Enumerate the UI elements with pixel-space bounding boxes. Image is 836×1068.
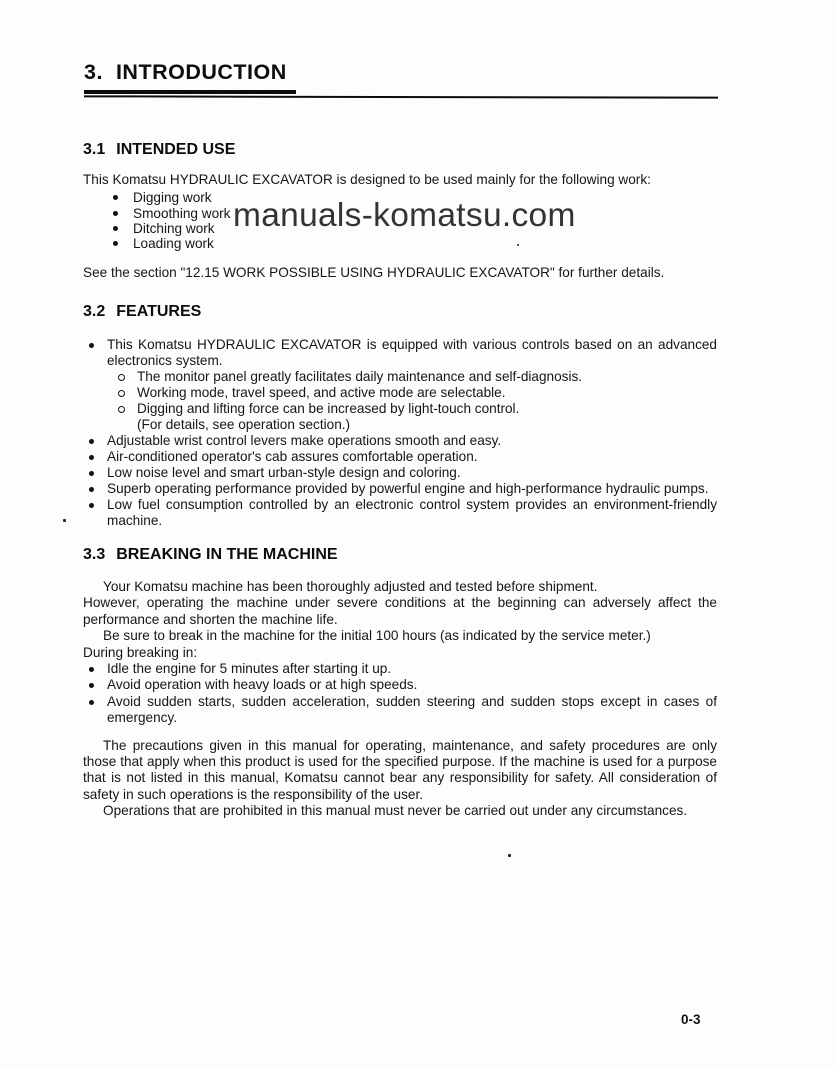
list-item-label: This Komatsu HYDRAULIC EXCAVATOR is equipped with various controls based on an advanced electronics system. — [107, 337, 717, 368]
sub-list-item — [107, 369, 717, 385]
circle-bullet-icon — [118, 390, 125, 397]
list-item — [83, 694, 717, 727]
list-item-label: Digging work — [133, 190, 212, 206]
section-heading — [83, 302, 717, 321]
paragraph: The precautions given in this manual for operating, maintenance, and safety procedures are only those that apply when this product is used for the specified purpose. If the machine is used for a purpose that is not listed in this manual, Komatsu cannot bear any responsibility for safety. All consideration of safety in such operations is the responsibility of the user. — [83, 737, 717, 802]
page-title — [84, 60, 287, 85]
paragraph: However, operating the machine under severe conditions at the beginning can adversely affect the performance and shorten the machine life. — [83, 595, 717, 627]
scan-speck — [508, 854, 511, 857]
list-item-label: Idle the engine for 5 minutes after starting it up. — [107, 661, 392, 677]
section-heading-label: INTENDED USE — [116, 141, 236, 158]
sub-list-item — [107, 385, 717, 401]
section-number: 3.1 — [83, 141, 106, 158]
list-item-label: Low fuel consumption controlled by an electronic control system provides an environment-friendly machine. — [107, 497, 717, 528]
list-item-label: Superb operating performance provided by powerful engine and high-performance hydraulic pumps. — [107, 481, 709, 496]
bullet-icon — [113, 241, 118, 246]
bullet-icon — [89, 667, 94, 672]
list-item-text — [107, 433, 717, 449]
section-number: 3.3 — [83, 546, 106, 563]
precautions-paragraphs — [83, 738, 717, 820]
section-intended-use — [83, 140, 717, 281]
list-item-text — [107, 337, 717, 433]
list-item-label: Avoid sudden starts, sudden acceleration, sudden steering and sudden stops except in cases of emergency. — [107, 693, 717, 726]
paragraph: During breaking in: — [83, 644, 198, 660]
circle-bullet-icon — [118, 406, 125, 413]
list-item — [83, 236, 717, 251]
watermark: manuals-komatsu.com — [233, 197, 576, 234]
section-heading-label: BREAKING IN THE MACHINE — [116, 546, 338, 563]
bullet-icon — [89, 700, 94, 705]
section-number: 3.2 — [83, 303, 106, 320]
sub-list-item — [107, 401, 717, 433]
breaking-in-list — [83, 661, 717, 727]
list-item — [83, 221, 717, 236]
list-item — [83, 190, 717, 205]
section-heading-label: FEATURES — [116, 303, 202, 320]
intro-paragraph: This Komatsu HYDRAULIC EXCAVATOR is designed to be used mainly for the following work: — [83, 172, 651, 187]
sub-list-item-note: (For details, see operation section.) — [137, 417, 351, 432]
list-item-label: Smoothing work — [133, 205, 231, 221]
sub-list-item-text — [137, 369, 582, 385]
section-breaking-in — [83, 545, 717, 820]
list-item-label: Low noise level and smart urban-style design and coloring. — [107, 465, 461, 480]
bullet-icon — [89, 683, 94, 688]
list-item — [83, 206, 717, 221]
list-item — [83, 337, 717, 433]
title-underline — [84, 90, 296, 94]
list-item-label: Loading work — [133, 236, 214, 252]
list-item-text — [107, 497, 717, 529]
bullet-icon — [89, 343, 94, 348]
list-item — [83, 677, 717, 693]
list-item — [83, 449, 717, 465]
bullet-icon — [89, 455, 94, 460]
intended-use-list — [83, 190, 717, 252]
bullet-icon — [113, 195, 118, 200]
title-rule — [84, 95, 718, 98]
scan-speck — [63, 519, 66, 522]
list-item — [83, 433, 717, 449]
list-item — [83, 497, 717, 529]
scan-speck — [517, 244, 519, 246]
page-number: 0-3 — [681, 1012, 701, 1027]
section-heading — [83, 545, 717, 564]
list-item — [83, 481, 717, 497]
sub-list-item-text — [137, 385, 506, 401]
bullet-icon — [89, 503, 94, 508]
sub-list-item-label: Working mode, travel speed, and active mode are selectable. — [137, 385, 506, 400]
list-item-label: Ditching work — [133, 221, 215, 237]
breaking-in-paragraphs — [83, 579, 717, 661]
paragraph: Your Komatsu machine has been thoroughly adjusted and tested before shipment. — [103, 579, 598, 594]
sub-list-item-text — [137, 401, 519, 433]
list-item-label: Air-conditioned operator's cab assures comfortable operation. — [107, 449, 478, 464]
page-title-number: 3. — [84, 60, 103, 84]
list-item-label: Adjustable wrist control levers make operations smooth and easy. — [107, 433, 502, 448]
features-list — [83, 337, 717, 529]
list-item — [83, 465, 717, 481]
page-title-label: INTRODUCTION — [115, 60, 287, 84]
features-sub-list — [107, 369, 717, 433]
paragraph: Be sure to break in the machine for the initial 100 hours (as indicated by the service meter.) — [103, 628, 651, 644]
bullet-icon — [113, 226, 118, 231]
circle-bullet-icon — [118, 374, 125, 381]
bullet-icon — [89, 439, 94, 444]
list-item-text — [107, 465, 717, 481]
list-item-label: Avoid operation with heavy loads or at high speeds. — [107, 677, 418, 693]
sub-list-item-label: Digging and lifting force can be increased by light-touch control. — [137, 401, 520, 416]
sub-list-item-label: The monitor panel greatly facilitates daily maintenance and self-diagnosis. — [137, 369, 583, 384]
bullet-icon — [89, 471, 94, 476]
list-item-text — [107, 481, 717, 497]
see-section-paragraph: See the section "12.15 WORK POSSIBLE USING HYDRAULIC EXCAVATOR" for further details. — [83, 264, 665, 280]
bullet-icon — [89, 487, 94, 492]
list-item-text — [107, 449, 717, 465]
section-features — [83, 302, 717, 529]
list-item — [83, 661, 717, 677]
paragraph: Operations that are prohibited in this manual must never be carried out under any circumstances. — [103, 803, 688, 819]
section-heading — [83, 140, 717, 159]
bullet-icon — [113, 211, 118, 216]
